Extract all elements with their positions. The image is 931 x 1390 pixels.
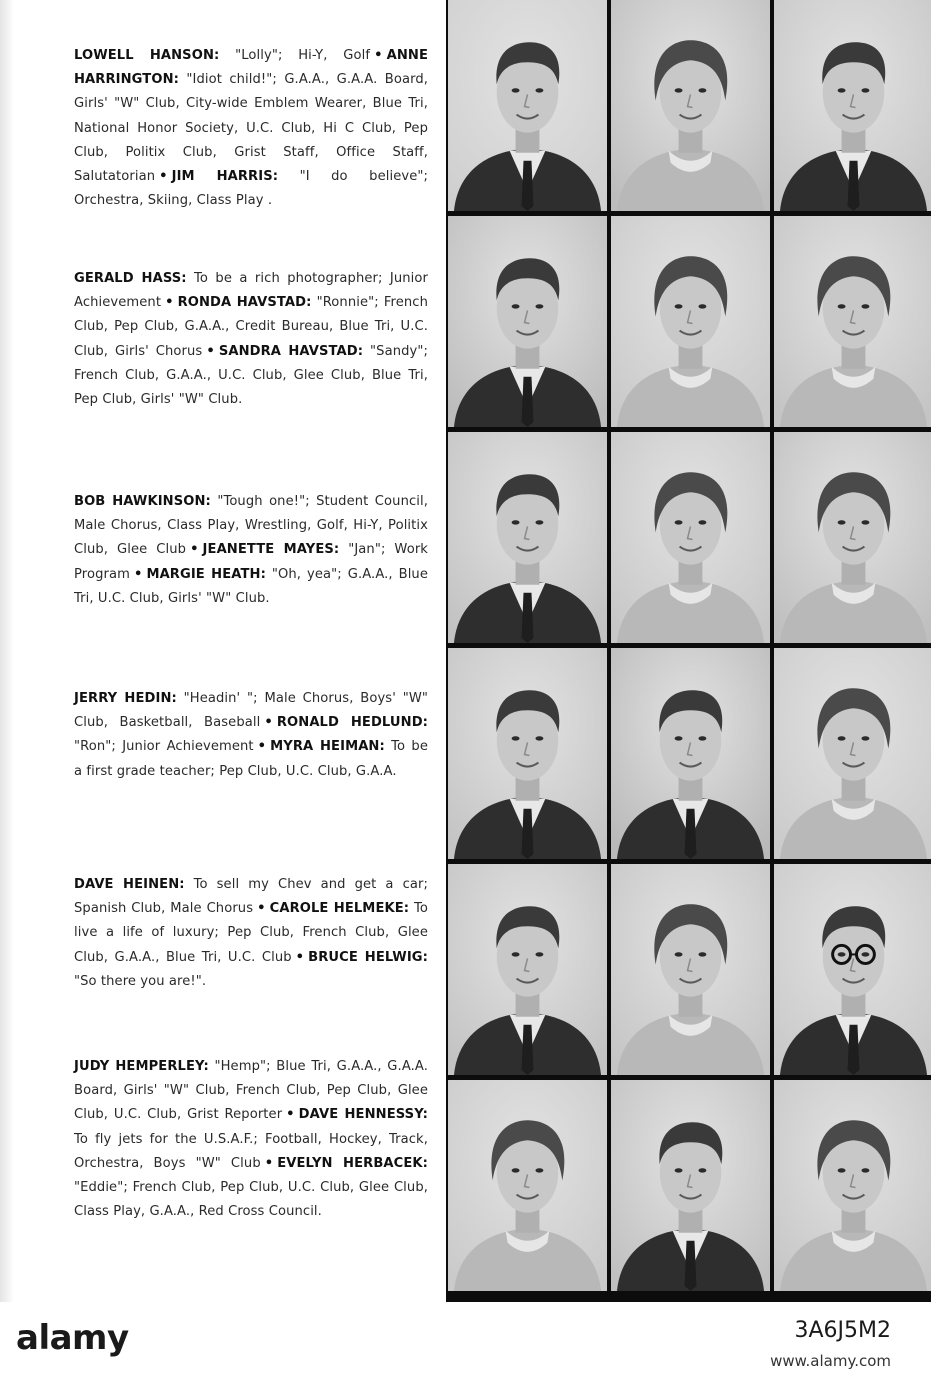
student-name: JEANETTE MAYES: <box>202 542 340 558</box>
student-name: CAROLE HELMEKE: <box>269 901 410 917</box>
student-portrait <box>774 1080 931 1291</box>
student-name: MARGIE HEATH: <box>146 566 266 582</box>
student-activities: To live a life of luxury; Pep Club, French Club, Glee Club, G.A.A., Blue Tri, U.C. Club <box>74 901 429 965</box>
portrait-grid <box>446 0 931 1302</box>
watermark-url: www.alamy.com <box>770 1352 891 1370</box>
bullet-separator: • <box>257 901 266 917</box>
student-name: GERALD HASS: <box>74 271 187 286</box>
student-name: RONALD HEDLUND: <box>276 715 428 731</box>
student-activities: "Hemp"; Blue Tri, G.A.A., G.A.A. Board, Girls' "W" Club, French Club, Pep Club, Glee Club, U.C. Club, Grist Reporter <box>74 1059 428 1123</box>
student-name: SANDRA HAVSTAD: <box>218 343 364 359</box>
student-activities: To sell my Chev and get a car; Spanish Club, Male Chorus <box>74 877 428 917</box>
entry-block <box>74 1055 428 1224</box>
student-portrait <box>774 864 931 1075</box>
student-activities: "Ronnie"; French Club, Pep Club, G.A.A., Credit Bureau, Blue Tri, U.C. Club, Girls' Chorus <box>74 295 428 359</box>
student-portrait <box>448 864 607 1075</box>
bullet-separator: • <box>374 48 383 63</box>
student-portrait <box>611 864 770 1075</box>
student-name: JERRY HEDIN: <box>74 691 177 706</box>
bullet-separator: • <box>264 1155 274 1171</box>
student-name: BOB HAWKINSON: <box>74 494 211 509</box>
bullet-separator: • <box>159 169 168 185</box>
student-portrait <box>611 0 770 211</box>
student-activities: "Lolly"; Hi-Y, Golf <box>219 48 371 63</box>
student-activities: "Ron"; Junior Achievement <box>74 739 254 755</box>
entry-block <box>74 687 428 784</box>
bullet-separator: • <box>295 949 305 965</box>
student-portrait <box>448 648 607 859</box>
watermark-bar <box>0 1302 931 1390</box>
student-portrait <box>448 432 607 643</box>
student-name: DAVE HENNESSY: <box>298 1107 428 1123</box>
student-portrait <box>774 216 931 427</box>
student-name: EVELYN HERBACEK: <box>277 1155 428 1171</box>
student-activities: "Eddie"; French Club, Pep Club, U.C. Club, Glee Club, Class Play, G.A.A., Red Cross Council. <box>74 1180 428 1220</box>
page-edge <box>0 0 14 1302</box>
student-name: BRUCE HELWIG: <box>308 949 428 965</box>
entry-block <box>74 44 428 213</box>
entry-block <box>74 490 428 611</box>
student-name: JIM HARRIS: <box>171 169 279 185</box>
student-activities: "Idiot child!"; G.A.A., G.A.A. Board, Girls' "W" Club, City-wide Emblem Wearer, Blue Tri, National Honor Society, U.C. Club, Hi C Club, Pep Club, Politix Club, Grist Staff, Office Staff, Salutatorian <box>74 72 428 185</box>
student-activities: To be a first grade teacher; Pep Club, U.C. Club, G.A.A. <box>74 739 429 779</box>
student-activities: "I do believe"; Orchestra, Skiing, Class Play . <box>74 169 428 209</box>
bullet-separator: • <box>165 295 174 311</box>
bullet-separator: • <box>257 739 267 755</box>
student-activities: To fly jets for the U.S.A.F.; Football, Hockey, Track, Orchestra, Boys "W" Club <box>74 1131 428 1171</box>
student-portrait <box>611 216 770 427</box>
student-activities: "Oh, yea"; G.A.A., Blue Tri, U.C. Club, Girls' "W" Club. <box>74 566 428 606</box>
bullet-separator: • <box>264 715 273 731</box>
student-portrait <box>611 432 770 643</box>
bullet-separator: • <box>206 343 215 359</box>
student-name: MYRA HEIMAN: <box>270 739 385 755</box>
student-portrait <box>774 0 931 211</box>
student-name: JUDY HEMPERLEY: <box>74 1059 209 1074</box>
student-portrait <box>611 648 770 859</box>
student-name: RONDA HAVSTAD: <box>177 295 312 311</box>
student-portrait <box>774 648 931 859</box>
student-activities: "Sandy"; French Club, G.A.A., U.C. Club, Glee Club, Blue Tri, Pep Club, Girls' "W" Club. <box>74 343 428 408</box>
student-portrait <box>611 1080 770 1291</box>
bullet-separator: • <box>190 542 199 558</box>
student-portrait <box>448 216 607 427</box>
student-portrait <box>448 1080 607 1291</box>
student-activities: To be a rich photographer; Junior Achievement <box>74 271 428 311</box>
student-activities: "Headin' "; Male Chorus, Boys' "W" Club, Basketball, Baseball <box>74 691 428 731</box>
student-activities: "So there you are!". <box>74 973 207 989</box>
entry-block <box>74 267 428 412</box>
student-name: ANNE HARRINGTON: <box>74 48 428 88</box>
student-name: LOWELL HANSON: <box>74 48 220 63</box>
bullet-separator: • <box>133 566 143 582</box>
student-portrait <box>448 0 607 211</box>
bullet-separator: • <box>286 1107 295 1123</box>
student-activities: "Jan"; Work Program <box>74 542 428 582</box>
entry-block <box>74 873 428 994</box>
student-activities: "Tough one!"; Student Council, Male Chorus, Class Play, Wrestling, Golf, Hi-Y, Politix Club, Glee Club <box>74 494 428 558</box>
student-name: DAVE HEINEN: <box>74 877 185 892</box>
watermark-image-id: 3A6J5M2 <box>794 1318 891 1343</box>
student-portrait <box>774 432 931 643</box>
watermark-logo: alamy <box>16 1318 129 1358</box>
